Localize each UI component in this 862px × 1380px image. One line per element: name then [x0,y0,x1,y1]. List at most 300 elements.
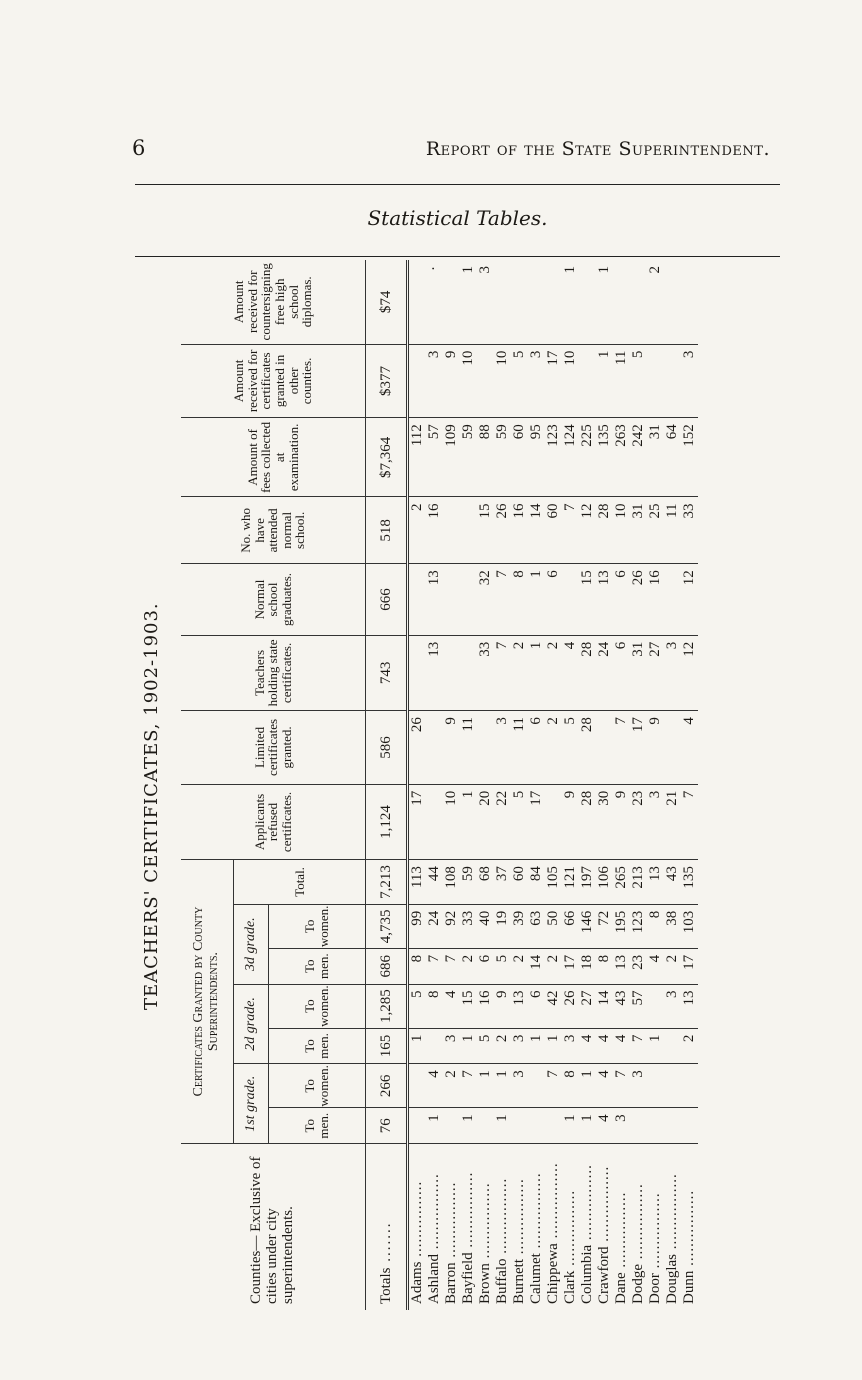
other-counties-header: Amount received for certificates granted in other counties. [181,344,366,418]
table-cell: 33 [460,904,477,948]
table-cell: 33 [477,635,494,710]
county-name: Dane ..... [613,1144,630,1310]
table-cell: 3 [630,1064,647,1108]
table-cell: 1 [460,784,477,859]
table-cell: 28 [596,497,613,564]
table-cell: 9 [647,711,664,785]
table-cell: 1 [596,344,613,418]
table-cell: 26 [408,711,427,785]
totals-cell: 266 [366,1064,408,1108]
table-cell: 135 [681,860,698,905]
table-cell [460,497,477,564]
table-cell: 2 [511,948,528,984]
table-cell [545,260,562,344]
table-cell [664,1108,681,1144]
table-cell [511,1108,528,1144]
table-cell: 4 [426,1064,443,1108]
table-cell [630,260,647,344]
table-cell: 2 [681,1028,698,1064]
table-cell: 43 [664,860,681,905]
table-cell: 3 [664,984,681,1028]
table-cell [664,1028,681,1064]
table-cell: 123 [630,904,647,948]
totals-label: Totals ....... [366,1144,408,1310]
table-cell: 5 [511,344,528,418]
table-cell: 17 [528,784,545,859]
table-cell: 3 [562,1028,579,1064]
table-cell: 109 [443,418,460,497]
table-row [613,260,630,1310]
table-cell: 8 [596,948,613,984]
table-cell: 135 [596,418,613,497]
table-row [511,260,528,1310]
table-cell: 84 [528,860,545,905]
table-cell: 31 [630,497,647,564]
table-cell: 1 [579,1108,596,1144]
table-cell: 7 [562,497,579,564]
table-cell: 38 [664,904,681,948]
table-cell: 1 [494,1108,511,1144]
table-cell: 1 [545,1028,562,1064]
table-cell: 43 [613,984,630,1028]
table-row [647,260,664,1310]
table-row [545,260,562,1310]
table-cell: 5 [562,711,579,785]
table-cell: 9 [562,784,579,859]
limited-header: Limited certificates granted. [181,711,366,785]
table-cell: 6 [545,564,562,636]
table-cell: 24 [596,635,613,710]
table-cell: 7 [613,1064,630,1108]
table-cell [664,1064,681,1108]
county-name: Buffalo ..... [494,1144,511,1310]
table-cell: 17 [681,948,698,984]
table-cell: 57 [630,984,647,1028]
totals-cell: 1,124 [366,784,408,859]
table-cell: 1 [460,260,477,344]
running-head: Report of the State Superintendent. [425,138,770,160]
table-cell [681,1108,698,1144]
table-cell: 19 [494,904,511,948]
table-cell: 13 [681,984,698,1028]
table-cell: 197 [579,860,596,905]
header-rule [135,184,780,185]
table-cell: 225 [579,418,596,497]
table-cell: 16 [477,984,494,1028]
table-cell: 9 [613,784,630,859]
totals-cell: 743 [366,635,408,710]
table-cell: 95 [528,418,545,497]
county-name: Dodge ..... [630,1144,647,1310]
table-cell: 72 [596,904,613,948]
table-cell: 4 [596,1028,613,1064]
table-cell: 4 [596,1108,613,1144]
table-cell [562,564,579,636]
table-cell: 12 [681,635,698,710]
high-school-header: Amount received for countersigning free high school diplomas. [181,260,366,344]
table-cell: 14 [528,497,545,564]
page-number: 6 [132,136,146,160]
table-cell: 27 [579,984,596,1028]
totals-cell: 76 [366,1108,408,1144]
table-title: TEACHERS' CERTIFICATES, 1902-1903. [141,602,162,1010]
table-cell: 99 [408,904,427,948]
table-cell: 15 [460,984,477,1028]
table-cell: 28 [579,784,596,859]
table-cell: 1 [596,260,613,344]
table-cell: 11 [511,711,528,785]
table-cell: 3 [511,1064,528,1108]
table-cell [681,260,698,344]
table-cell [426,1028,443,1064]
table-cell [408,344,427,418]
grade-2-header: 2d grade. [234,984,269,1064]
table-cell: 5 [511,784,528,859]
grade-2-women-header: To women. [269,984,366,1028]
table-cell: 7 [613,711,630,785]
table-cell: 5 [630,344,647,418]
total-header: Total. [234,860,366,905]
table-cell: 40 [477,904,494,948]
table-row [630,260,647,1310]
table-cell: 10 [613,497,630,564]
county-name: Clark ..... [562,1144,579,1310]
table-cell: 9 [443,344,460,418]
state-certificates-header: Teachers holding state certificates. [181,635,366,710]
table-cell: 17 [545,344,562,418]
table-cell: 13 [596,564,613,636]
table-cell [545,1108,562,1144]
grade-2-men-header: To men. [269,1028,366,1064]
table-cell [664,260,681,344]
certificates-table-wrap [181,260,781,1310]
table-cell: 28 [579,711,596,785]
table-cell: 5 [408,984,427,1028]
table-cell: 112 [408,418,427,497]
table-cell: 17 [408,784,427,859]
table-cell [477,1108,494,1144]
table-cell: 20 [477,784,494,859]
table-cell: 2 [408,497,427,564]
table-cell: 60 [545,497,562,564]
certificates-table [181,260,698,1310]
page-header [132,136,782,166]
table-cell: 6 [528,711,545,785]
table-cell: 2 [664,948,681,984]
table-cell: 7 [443,948,460,984]
table-cell: 4 [681,711,698,785]
totals-cell: $7,364 [366,418,408,497]
table-cell: 7 [545,1064,562,1108]
county-name: Bayfield ..... [460,1144,477,1310]
table-cell: 31 [647,418,664,497]
table-cell: 2 [545,948,562,984]
totals-cell: 1,285 [366,984,408,1028]
table-cell: 17 [562,948,579,984]
table-cell: 17 [630,711,647,785]
table-row [460,260,477,1310]
table-cell: 9 [494,984,511,1028]
table-row [664,260,681,1310]
table-cell: 13 [647,860,664,905]
county-name: Brown ..... [477,1144,494,1310]
table-cell [443,260,460,344]
table-row [528,260,545,1310]
grade-1-header: 1st grade. [234,1064,269,1144]
table-cell [528,260,545,344]
table-cell: 37 [494,860,511,905]
table-cell: 63 [528,904,545,948]
table-cell: 26 [494,497,511,564]
county-name: Burnett ..... [511,1144,528,1310]
table-row [596,260,613,1310]
table-cell: 12 [579,497,596,564]
table-cell: 59 [494,418,511,497]
table-cell: 88 [477,418,494,497]
table-cell: 13 [511,984,528,1028]
table-cell: 44 [426,860,443,905]
table-cell [647,344,664,418]
table-cell: 4 [443,984,460,1028]
table-cell: 32 [477,564,494,636]
table-cell: 1 [528,635,545,710]
table-cell: 10 [460,344,477,418]
table-cell: 57 [426,418,443,497]
table-cell: 121 [562,860,579,905]
table-cell [460,564,477,636]
table-cell: 213 [630,860,647,905]
table-cell: 59 [460,860,477,905]
table-cell [443,497,460,564]
table-row [426,260,443,1310]
table-cell: 11 [664,497,681,564]
table-cell: 10 [443,784,460,859]
table-row [562,260,579,1310]
table-cell: 2 [545,635,562,710]
table-cell: 242 [630,418,647,497]
grade-1-men-header: To men. [269,1108,366,1144]
table-cell [443,564,460,636]
table-cell: 59 [460,418,477,497]
table-cell: 68 [477,860,494,905]
table-cell: 5 [494,948,511,984]
table-cell: 21 [664,784,681,859]
totals-cell: 666 [366,564,408,636]
table-cell: 8 [426,984,443,1028]
table-cell [664,711,681,785]
table-cell: 66 [562,904,579,948]
table-cell [664,344,681,418]
totals-row [366,260,408,1310]
table-cell: 3 [443,1028,460,1064]
totals-cell: 518 [366,497,408,564]
table-cell: 24 [426,904,443,948]
table-cell: 15 [579,564,596,636]
section-subtitle: Statistical Tables. [367,206,548,230]
table-cell: 16 [511,497,528,564]
county-name: Crawford ..... [596,1144,613,1310]
table-cell [630,1108,647,1144]
table-cell: 2 [494,1028,511,1064]
table-cell: 25 [647,497,664,564]
county-name: Door ..... [647,1144,664,1310]
table-cell: 60 [511,418,528,497]
table-cell: 14 [596,984,613,1028]
table-cell: 1 [460,1028,477,1064]
table-cell: 3 [647,784,664,859]
table-cell [408,635,427,710]
table-cell: 7 [460,1064,477,1108]
table-cell: 8 [647,904,664,948]
table-cell: 123 [545,418,562,497]
table-cell [579,344,596,418]
subtitle-rule [135,256,780,257]
county-name: Douglas ..... [664,1144,681,1310]
table-cell: 108 [443,860,460,905]
county-name: Dunn ..... [681,1144,698,1310]
table-cell [460,635,477,710]
table-cell: 1 [647,1028,664,1064]
table-cell: 105 [545,860,562,905]
table-cell: 7 [494,635,511,710]
totals-cell: 165 [366,1028,408,1064]
table-cell [681,1064,698,1108]
table-cell [647,1064,664,1108]
table-cell: 9 [443,711,460,785]
table-cell [408,1064,427,1108]
fees-header: Amount of fees collected at examination. [181,418,366,497]
county-name: Chippewa ..... [545,1144,562,1310]
table-cell: 1 [426,1108,443,1144]
table-cell [426,784,443,859]
table-cell: 18 [579,948,596,984]
rotated-table-block [135,260,780,1310]
totals-cell: 7,213 [366,860,408,905]
table-cell: 113 [408,860,427,905]
table-cell: 26 [630,564,647,636]
table-cell: 263 [613,418,630,497]
table-cell: 10 [562,344,579,418]
table-cell: 2 [460,948,477,984]
certificates-group-header: Certificates Granted by County Superintendents. [181,860,234,1144]
table-cell [579,260,596,344]
county-name: Columbia ..... [579,1144,596,1310]
table-cell [408,260,427,344]
county-name: Ashland ..... [426,1144,443,1310]
table-cell: 8 [511,564,528,636]
table-cell: 23 [630,784,647,859]
table-cell: 60 [511,860,528,905]
table-cell: 7 [681,784,698,859]
table-cell [528,1064,545,1108]
table-cell: 7 [630,1028,647,1064]
table-cell: 13 [613,948,630,984]
table-row [681,260,698,1310]
grade-3-men-header: To men. [269,948,366,984]
table-cell [647,984,664,1028]
table-row [477,260,494,1310]
table-cell: 103 [681,904,698,948]
table-cell: 4 [596,1064,613,1108]
table-cell [511,260,528,344]
table-cell: 11 [460,711,477,785]
table-cell: 27 [647,635,664,710]
table-cell [408,1108,427,1144]
table-cell: 23 [630,948,647,984]
table-cell: 2 [647,260,664,344]
table-cell: 6 [613,635,630,710]
table-cell: 33 [681,497,698,564]
table-cell: 3 [494,711,511,785]
table-cell: 106 [596,860,613,905]
table-cell: 146 [579,904,596,948]
table-cell [477,711,494,785]
header-row-group [181,260,234,1310]
table-cell: 4 [647,948,664,984]
table-cell: 5 [477,1028,494,1064]
table-cell: 3 [528,344,545,418]
totals-cell: $74 [366,260,408,344]
table-cell: 3 [613,1108,630,1144]
table-row [494,260,511,1310]
table-cell [664,564,681,636]
table-cell: 152 [681,418,698,497]
table-cell: 1 [528,564,545,636]
refused-header: Applicants refused certificates. [181,784,366,859]
table-cell: 8 [408,948,427,984]
table-row [443,260,460,1310]
table-cell: 28 [579,635,596,710]
table-cell: 1 [460,1108,477,1144]
table-cell: 4 [613,1028,630,1064]
table-cell: 2 [443,1064,460,1108]
table-cell [443,1108,460,1144]
table-cell: 3 [664,635,681,710]
totals-cell: 686 [366,948,408,984]
county-header: Counties— Exclusive of cities under city superintendents. [181,1144,366,1310]
normal-attended-header: No. who have attended normal school. [181,497,366,564]
table-cell [477,344,494,418]
totals-cell: $377 [366,344,408,418]
table-cell: 1 [579,1064,596,1108]
table-cell [613,260,630,344]
table-cell: 6 [528,984,545,1028]
table-cell: 16 [647,564,664,636]
table-cell [443,635,460,710]
table-cell: · [426,260,443,344]
table-cell: 64 [664,418,681,497]
table-cell [408,564,427,636]
totals-body [366,260,408,1310]
table-cell: 6 [477,948,494,984]
table-cell: 1 [477,1064,494,1108]
table-cell: 92 [443,904,460,948]
table-cell: 3 [426,344,443,418]
table-cell: 39 [511,904,528,948]
table-cell: 30 [596,784,613,859]
table-cell: 4 [562,635,579,710]
table-cell: 6 [613,564,630,636]
table-cell: 1 [562,260,579,344]
table-cell: 12 [681,564,698,636]
table-row [579,260,596,1310]
table-cell: 13 [426,635,443,710]
table-cell: 22 [494,784,511,859]
grade-3-header: 3d grade. [234,904,269,984]
table-cell: 2 [545,711,562,785]
table-cell: 1 [562,1108,579,1144]
table-cell: 26 [562,984,579,1028]
